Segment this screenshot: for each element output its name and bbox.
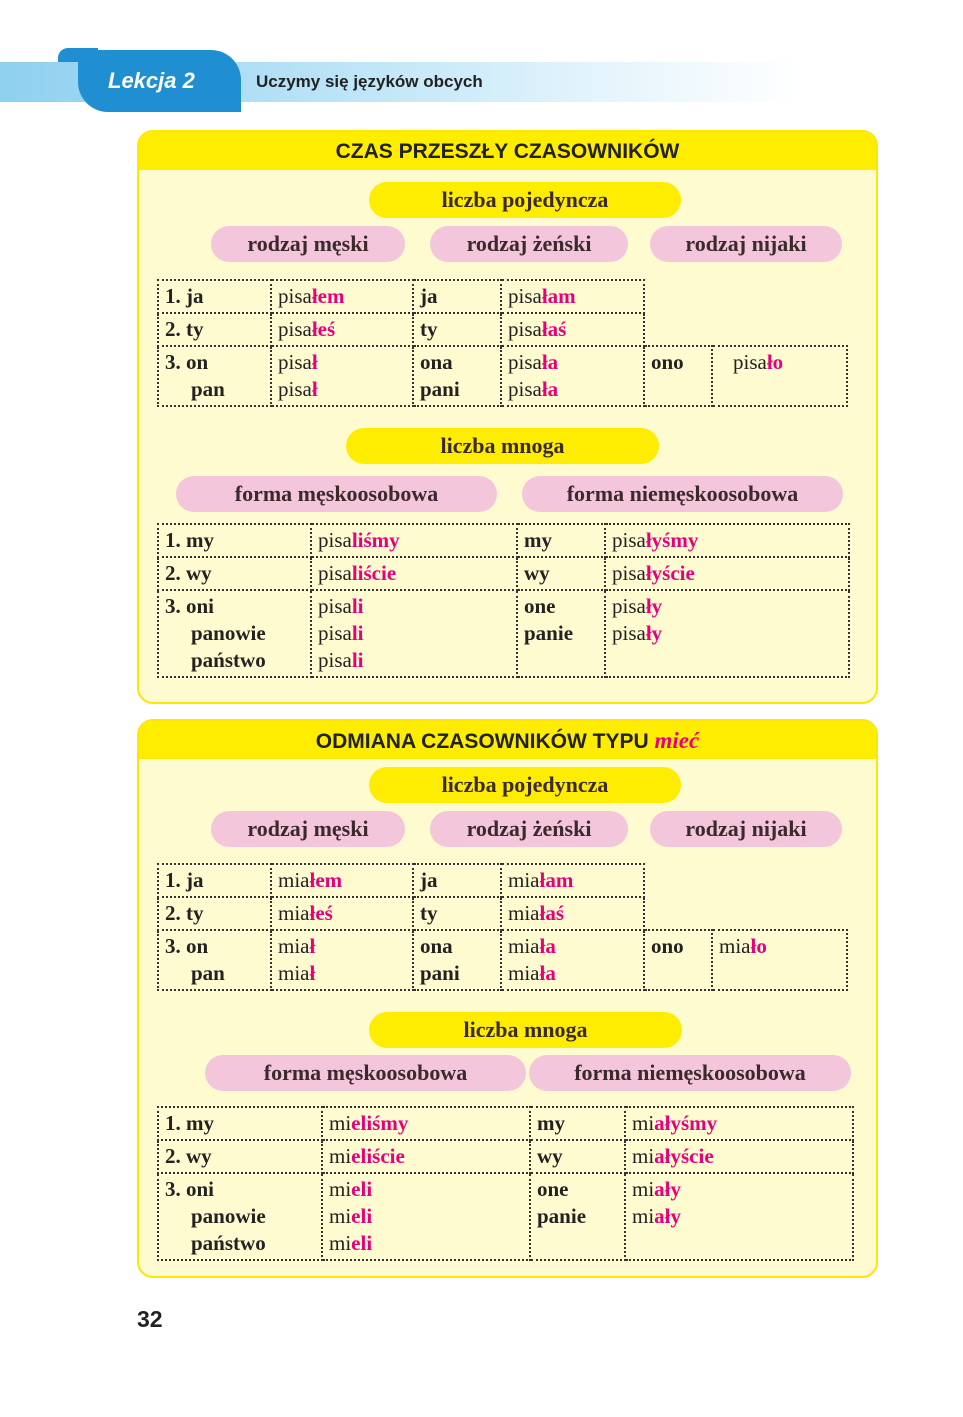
verb-cell: pisał pisał bbox=[271, 346, 413, 406]
lesson-subtitle: Uczymy się języków obcych bbox=[256, 72, 483, 91]
singular-table bbox=[157, 279, 848, 407]
verb-cell: miał miał bbox=[271, 930, 413, 990]
page-number: 32 bbox=[137, 1306, 163, 1332]
pronoun-cell: 3. on pan bbox=[158, 930, 271, 990]
pronoun-cell: wy bbox=[517, 557, 605, 590]
pronoun-cell: wy bbox=[530, 1140, 625, 1173]
table-row bbox=[158, 280, 847, 313]
verb-cell: pisałyśmy bbox=[605, 524, 849, 557]
plural-label: liczba mnoga bbox=[346, 428, 659, 464]
gender-feminine-label: rodzaj żeński bbox=[430, 811, 628, 847]
table-row bbox=[158, 557, 849, 590]
verb-cell: pisały pisały bbox=[605, 590, 849, 677]
verb-cell: pisali pisali pisali bbox=[311, 590, 517, 677]
verb-cell: pisałaś bbox=[501, 313, 644, 346]
pronoun-cell: ty bbox=[413, 897, 501, 930]
singular-label: liczba pojedyncza bbox=[369, 767, 681, 803]
pronoun-cell: 3. oni panowie państwo bbox=[158, 590, 311, 677]
table-row bbox=[158, 524, 849, 557]
pronoun-cell: my bbox=[517, 524, 605, 557]
table-row bbox=[158, 346, 847, 406]
pronoun-cell: ja bbox=[413, 280, 501, 313]
title-verb: mieć bbox=[654, 728, 700, 753]
verb-cell: miałam bbox=[501, 864, 644, 897]
pronoun-cell: 1. ja bbox=[158, 864, 271, 897]
gender-neuter-label: rodzaj nijaki bbox=[650, 226, 842, 262]
table-row bbox=[158, 590, 849, 677]
verb-cell: pisałyście bbox=[605, 557, 849, 590]
verb-cell: pisałeś bbox=[271, 313, 413, 346]
pronoun-cell: one panie bbox=[517, 590, 605, 677]
verb-cell: miałyście bbox=[625, 1140, 853, 1173]
table-row bbox=[158, 897, 847, 930]
table-row bbox=[158, 1173, 853, 1260]
plural-table bbox=[157, 523, 850, 678]
box-title: ODMIANA CZASOWNIKÓW TYPU mieć bbox=[139, 721, 876, 759]
table-row bbox=[158, 1107, 853, 1140]
past-tense-box bbox=[137, 130, 878, 704]
plural-table bbox=[157, 1106, 854, 1261]
pronoun-cell: ja bbox=[413, 864, 501, 897]
verb-cell: pisaliście bbox=[311, 557, 517, 590]
gender-masculine-label: rodzaj męski bbox=[211, 226, 405, 262]
table-row bbox=[158, 1140, 853, 1173]
pronoun-cell: my bbox=[530, 1107, 625, 1140]
pronoun-cell: 2. wy bbox=[158, 557, 311, 590]
verb-cell: miała miała bbox=[501, 930, 644, 990]
pronoun-cell: 2. ty bbox=[158, 313, 271, 346]
gender-feminine-label: rodzaj żeński bbox=[430, 226, 628, 262]
verb-cell: miało bbox=[712, 930, 847, 990]
singular-label: liczba pojedyncza bbox=[369, 182, 681, 218]
verb-cell: miałem bbox=[271, 864, 413, 897]
pronoun-cell: ono bbox=[644, 346, 712, 406]
verb-cell: pisałem bbox=[271, 280, 413, 313]
verb-cell: miałaś bbox=[501, 897, 644, 930]
verb-cell: pisała pisała bbox=[501, 346, 644, 406]
pronoun-cell: one panie bbox=[530, 1173, 625, 1260]
box-title: CZAS PRZESZŁY CZASOWNIKÓW bbox=[139, 132, 876, 170]
verb-cell: mieliśmy bbox=[322, 1107, 530, 1140]
pronoun-cell: 1. my bbox=[158, 524, 311, 557]
form-personal-label: forma męskoosobowa bbox=[176, 476, 497, 512]
plural-label: liczba mnoga bbox=[369, 1012, 682, 1048]
singular-table bbox=[157, 863, 848, 991]
verb-cell: pisałam bbox=[501, 280, 644, 313]
table-row bbox=[158, 313, 847, 346]
form-nonpersonal-label: forma niemęskoosobowa bbox=[529, 1055, 851, 1091]
form-nonpersonal-label: forma niemęskoosobowa bbox=[522, 476, 843, 512]
verb-cell: pisało bbox=[712, 346, 847, 406]
table-row bbox=[158, 930, 847, 990]
pronoun-cell: ono bbox=[644, 930, 712, 990]
pronoun-cell: 1. ja bbox=[158, 280, 271, 313]
verb-cell: mieli mieli mieli bbox=[322, 1173, 530, 1260]
lesson-label: Lekcja 2 bbox=[108, 68, 195, 93]
verb-cell: pisaliśmy bbox=[311, 524, 517, 557]
pronoun-cell: 2. ty bbox=[158, 897, 271, 930]
pronoun-cell: ty bbox=[413, 313, 501, 346]
pronoun-cell: 1. my bbox=[158, 1107, 322, 1140]
lesson-tab bbox=[78, 50, 241, 112]
verb-cell: miałeś bbox=[271, 897, 413, 930]
table-row bbox=[158, 864, 847, 897]
gender-neuter-label: rodzaj nijaki bbox=[650, 811, 842, 847]
miec-conjugation-box bbox=[137, 719, 878, 1278]
verb-cell: miały miały bbox=[625, 1173, 853, 1260]
verb-cell: miałyśmy bbox=[625, 1107, 853, 1140]
pronoun-cell: 2. wy bbox=[158, 1140, 322, 1173]
gender-masculine-label: rodzaj męski bbox=[211, 811, 405, 847]
pronoun-cell: ona pani bbox=[413, 930, 501, 990]
form-personal-label: forma męskoosobowa bbox=[205, 1055, 526, 1091]
pronoun-cell: 3. oni panowie państwo bbox=[158, 1173, 322, 1260]
pronoun-cell: 3. on pan bbox=[158, 346, 271, 406]
verb-cell: mieliście bbox=[322, 1140, 530, 1173]
pronoun-cell: ona pani bbox=[413, 346, 501, 406]
